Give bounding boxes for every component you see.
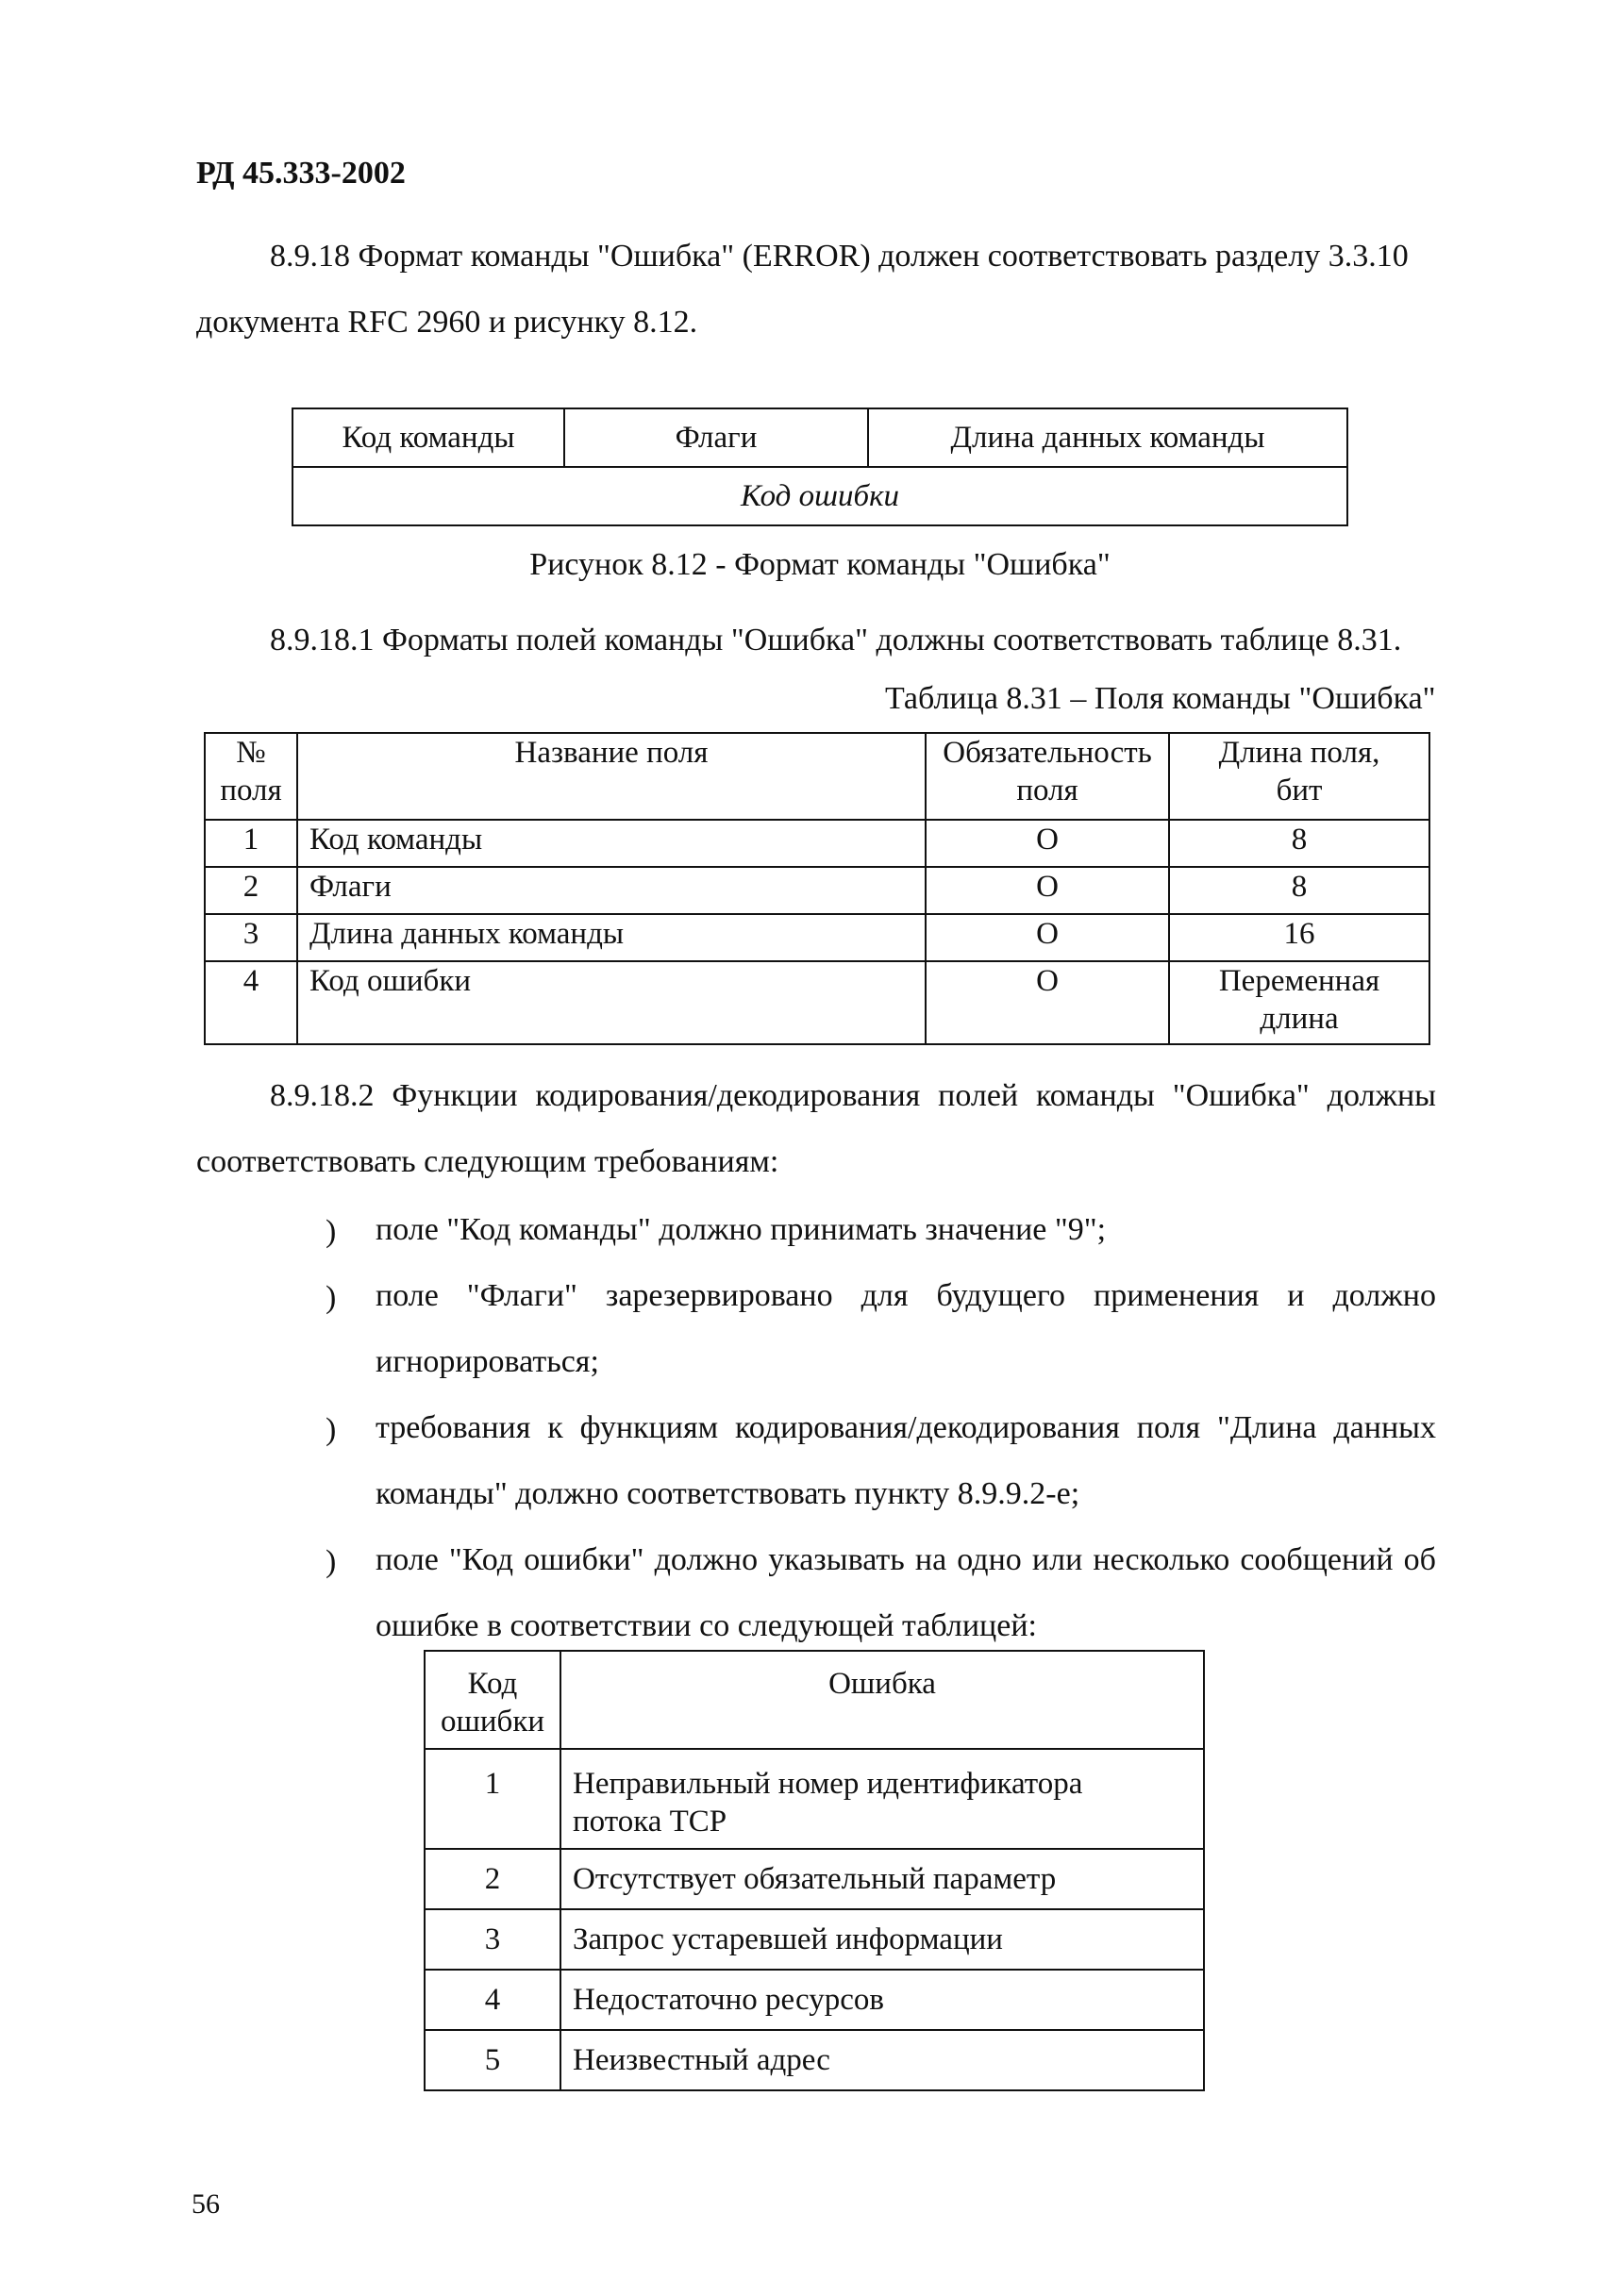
cell-num: 4 bbox=[205, 961, 297, 1044]
list-item-2-line2: игнорироваться; bbox=[376, 1344, 599, 1379]
cell-length: 16 bbox=[1169, 914, 1429, 961]
list-bracket-3: ) bbox=[326, 1412, 337, 1447]
cell-num: 1 bbox=[205, 820, 297, 867]
header-error: Ошибка bbox=[560, 1651, 1204, 1749]
cell-error-text-line1: Неправильный номер идентификатора bbox=[573, 1767, 1083, 1801]
table-row bbox=[425, 1749, 1204, 1849]
header-field-number-line2: поля bbox=[220, 774, 282, 807]
error-code-table bbox=[424, 1650, 1205, 2091]
figure-caption: Рисунок 8.12 - Формат команды "Ошибка" bbox=[529, 547, 1111, 582]
list-item-4-line1: поле "Код ошибки" должно указывать на одно или несколько сообщений об bbox=[376, 1542, 1436, 1577]
table-row bbox=[425, 2030, 1204, 2090]
list-item-3-line1: требования к функциям кодирования/декодирования поля "Длина данных bbox=[376, 1410, 1436, 1445]
list-bracket-1: ) bbox=[326, 1214, 337, 1249]
cell-length-line2: длина bbox=[1260, 1002, 1339, 1036]
figure-8-12 bbox=[292, 408, 1348, 526]
header-field-length bbox=[1169, 733, 1429, 820]
figure-cell-error-code: Код ошибки bbox=[292, 467, 1347, 525]
cell-error-text: Недостаточно ресурсов bbox=[560, 1970, 1204, 2030]
figure-cell-command-code: Код команды bbox=[292, 408, 564, 467]
table-row bbox=[205, 961, 1429, 1044]
paragraph-8-9-18-2-line1: 8.9.18.2 Функции кодирования/декодирования полей команды "Ошибка" должны bbox=[270, 1078, 1436, 1113]
cell-length: 8 bbox=[1169, 867, 1429, 914]
paragraph-8-9-18-line2: документа RFC 2960 и рисунку 8.12. bbox=[196, 305, 698, 340]
cell-error-code: 3 bbox=[425, 1909, 560, 1970]
list-item-1: поле "Код команды" должно принимать значение "9"; bbox=[376, 1212, 1107, 1247]
header-error-code-line1: Код bbox=[467, 1667, 518, 1701]
page-number: 56 bbox=[192, 2188, 220, 2220]
header-error-code bbox=[425, 1651, 560, 1749]
header-field-name bbox=[297, 733, 926, 820]
cell-error-text bbox=[560, 1749, 1204, 1849]
cell-required: О bbox=[926, 867, 1169, 914]
cell-num: 3 bbox=[205, 914, 297, 961]
cell-error-text: Запрос устаревшей информации bbox=[560, 1909, 1204, 1970]
table-row bbox=[205, 820, 1429, 867]
cell-error-text: Неизвестный адрес bbox=[560, 2030, 1204, 2090]
cell-name: Флаги bbox=[297, 867, 926, 914]
header-error-code-line2: ошибки bbox=[440, 1705, 545, 1739]
cell-error-code: 5 bbox=[425, 2030, 560, 2090]
cell-length bbox=[1169, 961, 1429, 1044]
list-item-3-line2: команды" должно соответствовать пункту 8.9.9.2-е; bbox=[376, 1476, 1080, 1511]
table-8-31 bbox=[204, 732, 1430, 1045]
cell-name: Код команды bbox=[297, 820, 926, 867]
paragraph-8-9-18-line1: 8.9.18 Формат команды "Ошибка" (ERROR) должен соответствовать разделу 3.3.10 bbox=[270, 239, 1409, 274]
table-row bbox=[425, 1849, 1204, 1909]
cell-error-text-line2: потока TCP bbox=[573, 1805, 727, 1838]
cell-required: О bbox=[926, 961, 1169, 1044]
cell-required: О bbox=[926, 914, 1169, 961]
cell-name: Длина данных команды bbox=[297, 914, 926, 961]
table-row bbox=[205, 867, 1429, 914]
table-row bbox=[205, 914, 1429, 961]
error-table-header-row bbox=[425, 1651, 1204, 1749]
header-field-required bbox=[926, 733, 1169, 820]
header-field-number-line1: № bbox=[236, 736, 266, 770]
cell-num: 2 bbox=[205, 867, 297, 914]
cell-length: 8 bbox=[1169, 820, 1429, 867]
figure-cell-data-length: Длина данных команды bbox=[868, 408, 1347, 467]
cell-name: Код ошибки bbox=[297, 961, 926, 1044]
cell-error-code: 1 bbox=[425, 1749, 560, 1849]
table-row bbox=[425, 1909, 1204, 1970]
cell-length-line1: Переменная bbox=[1218, 964, 1380, 998]
cell-required: О bbox=[926, 820, 1169, 867]
list-item-4-line2: ошибке в соответствии со следующей таблицей: bbox=[376, 1608, 1037, 1643]
paragraph-8-9-18-1: 8.9.18.1 Форматы полей команды "Ошибка" должны соответствовать таблице 8.31. bbox=[270, 623, 1402, 657]
list-bracket-4: ) bbox=[326, 1544, 337, 1579]
header-field-length-line1: Длина поля, bbox=[1218, 736, 1380, 770]
header-field-length-line2: бит bbox=[1276, 774, 1323, 807]
paragraph-8-9-18-2-line2: соответствовать следующим требованиям: bbox=[196, 1144, 779, 1179]
cell-error-code: 4 bbox=[425, 1970, 560, 2030]
cell-error-code: 2 bbox=[425, 1849, 560, 1909]
header-field-required-line2: поля bbox=[1016, 774, 1078, 807]
header-field-number bbox=[205, 733, 297, 820]
document-header: РД 45.333-2002 bbox=[196, 156, 406, 191]
header-field-name-line1: Название поля bbox=[514, 736, 709, 770]
table-row bbox=[425, 1970, 1204, 2030]
list-bracket-2: ) bbox=[326, 1280, 337, 1315]
table-8-31-title: Таблица 8.31 – Поля команды "Ошибка" bbox=[885, 681, 1436, 716]
figure-cell-flags: Флаги bbox=[564, 408, 868, 467]
cell-error-text: Отсутствует обязательный параметр bbox=[560, 1849, 1204, 1909]
table-header-row bbox=[205, 733, 1429, 820]
header-field-required-line1: Обязательность bbox=[943, 736, 1152, 770]
list-item-2-line1: поле "Флаги" зарезервировано для будущего применения и должно bbox=[376, 1278, 1436, 1313]
